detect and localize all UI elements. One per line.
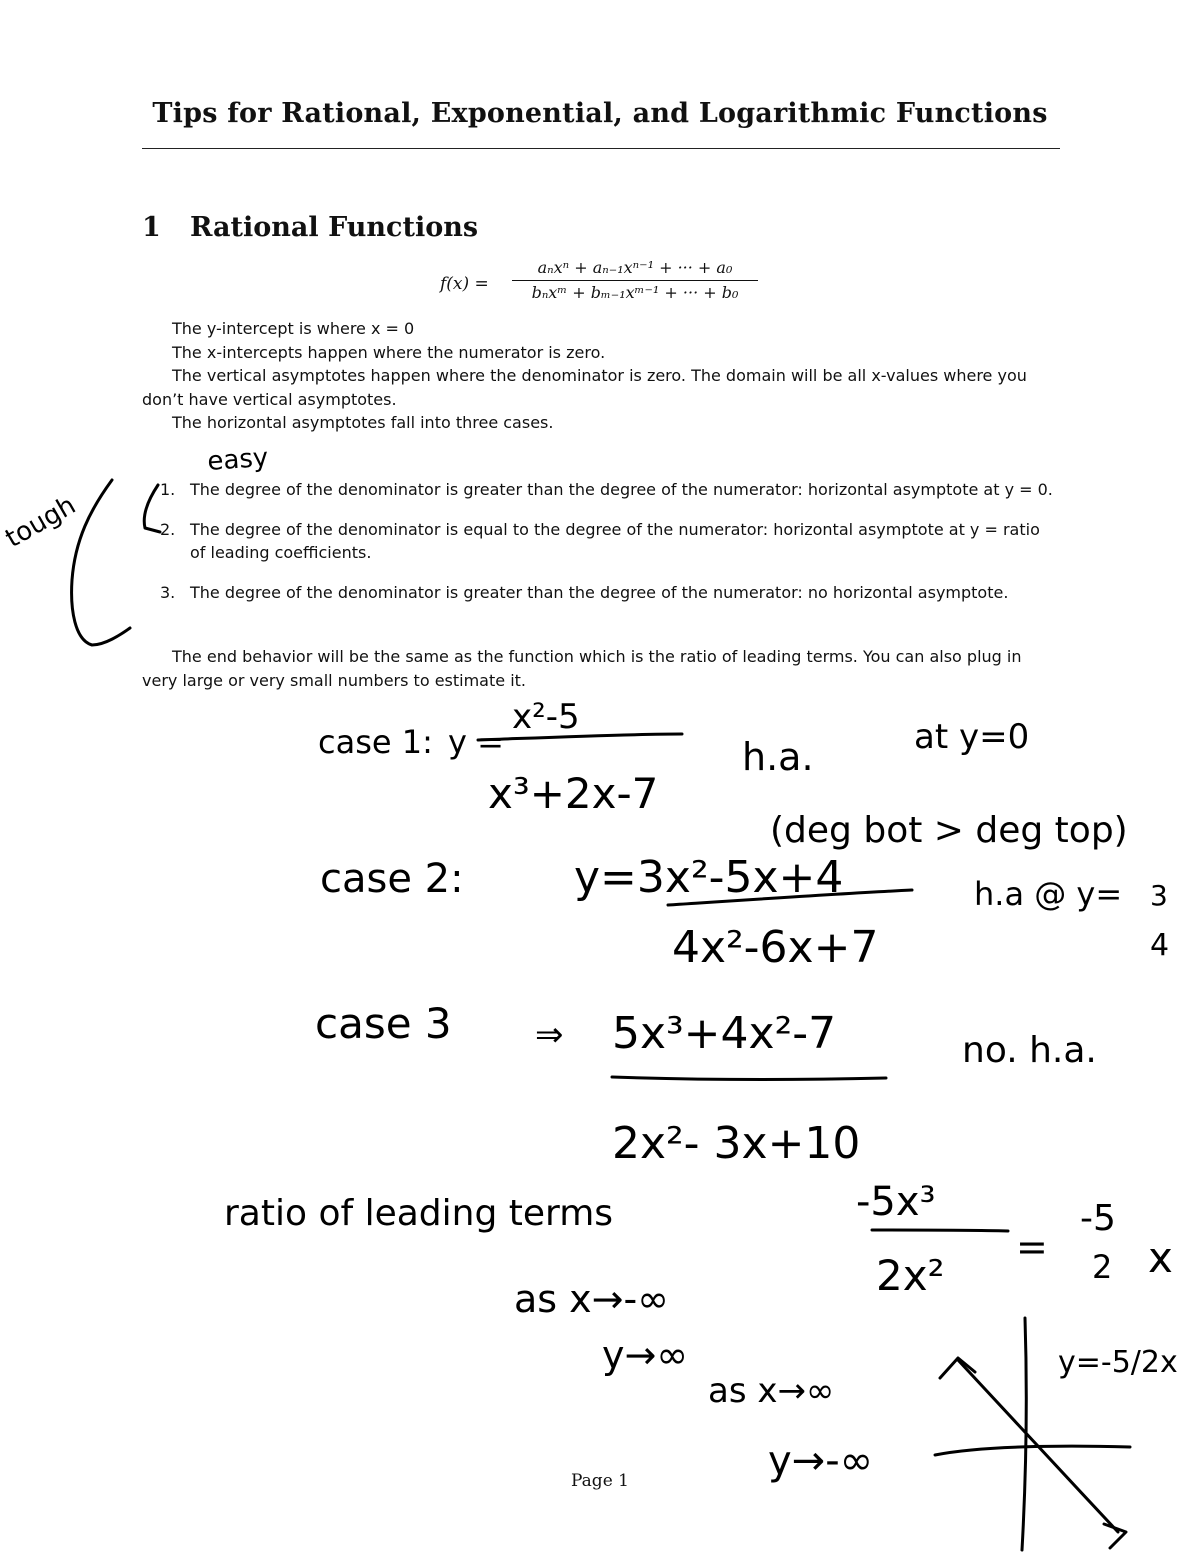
case1-ha: h.a. [742, 735, 814, 779]
case2-ratio-denominator: 4 [1150, 928, 1170, 963]
case2-ratio-numerator: 3 [1150, 879, 1168, 912]
formula-denominator: bₙxᵐ + bₘ₋₁xᵐ⁻¹ + ··· + b₀ [531, 283, 739, 302]
ratio-result-x: x [1148, 1233, 1173, 1282]
case1-numerator: x²-5 [512, 697, 580, 737]
graph-line-label: y=-5/2x [1058, 1345, 1178, 1380]
paragraph-y-intercept: The y-intercept is where x = 0 [172, 319, 415, 338]
ratio-result-denominator: 2 [1092, 1248, 1113, 1286]
as-x-neg-inf: as x→-∞ [514, 1277, 669, 1321]
case3-arrow: ⇒ [535, 1015, 564, 1055]
case3-label: case 3 [315, 999, 452, 1048]
ratio-fraction-bar [872, 1230, 1008, 1231]
case2-label: case 2: [320, 856, 464, 902]
case2-ha: h.a @ y= [974, 875, 1123, 913]
list-number: 1. [160, 480, 176, 499]
paragraph-horizontal-asymptotes: The horizontal asymptotes fall into three cases. [172, 413, 554, 432]
paragraph-end-behavior: The end behavior will be the same as the function which is the ratio of leading terms. You can also plug in very large or very small numbers to estimate it. [142, 647, 1022, 690]
formula-lhs: f(x) = [440, 274, 489, 294]
case2-denominator: 4x²-6x+7 [672, 922, 879, 973]
y-pos-inf: y→∞ [602, 1333, 688, 1377]
list-text: The degree of the denominator is equal to the degree of the numerator: horizontal asymptote at y = ratio of leading coefficients. [190, 519, 1040, 562]
case3-numerator: 5x³+4x²-7 [612, 1008, 837, 1059]
as-x-pos-inf: as x→∞ [708, 1371, 835, 1411]
case1-label: case 1: [318, 723, 433, 761]
case-bracket [72, 480, 130, 645]
section-title: Rational Functions [190, 212, 479, 243]
case1-note: (deg bot > deg top) [770, 810, 1128, 851]
document-title: Tips for Rational, Exponential, and Logarithmic Functions [152, 98, 1048, 129]
list-number: 3. [160, 582, 176, 602]
case1-y: y = [448, 723, 504, 761]
ratio-label: ratio of leading terms [224, 1193, 614, 1234]
list-text: The degree of the denominator is greater than the degree of the numerator: no horizontal asymptote. [190, 582, 1009, 602]
case3-fraction-bar [612, 1077, 886, 1079]
case1-fraction-bar [478, 734, 682, 740]
case1-denominator: x³+2x-7 [488, 769, 659, 818]
ratio-numerator: -5x³ [856, 1179, 936, 1225]
paragraph-vertical-asymptotes: The vertical asymptotes happen where the denominator is zero. The domain will be all x-values where you don’t have vertical asymptotes. [142, 366, 1027, 409]
note-tough: tough [0, 490, 81, 555]
case3-denominator: 2x²- 3x+10 [612, 1118, 861, 1169]
formula-numerator: aₙxⁿ + aₙ₋₁xⁿ⁻¹ + ··· + a₀ [537, 258, 733, 277]
case1-at: at y=0 [914, 717, 1030, 757]
list-number: 2. [160, 519, 176, 539]
small-bracket [144, 485, 160, 532]
graph-arrow-bottom [1104, 1524, 1126, 1548]
note-easy: easy [206, 442, 270, 477]
ratio-equals: = [1016, 1225, 1048, 1269]
page-number: Page 1 [571, 1471, 629, 1491]
list-text: The degree of the denominator is greater than the degree of the numerator: horizontal asymptote at y = 0. [190, 480, 1053, 499]
case3-ha: no. h.a. [962, 1030, 1097, 1071]
y-neg-inf: y→-∞ [768, 1438, 873, 1484]
paragraph-x-intercepts: The x-intercepts happen where the numerator is zero. [172, 342, 606, 362]
section-number: 1 [142, 212, 161, 243]
ratio-denominator: 2x² [876, 1251, 945, 1300]
graph-x-axis [935, 1446, 1130, 1455]
ratio-result-numerator: -5 [1080, 1198, 1116, 1239]
case2-numerator: y=3x²-5x+4 [574, 852, 844, 903]
